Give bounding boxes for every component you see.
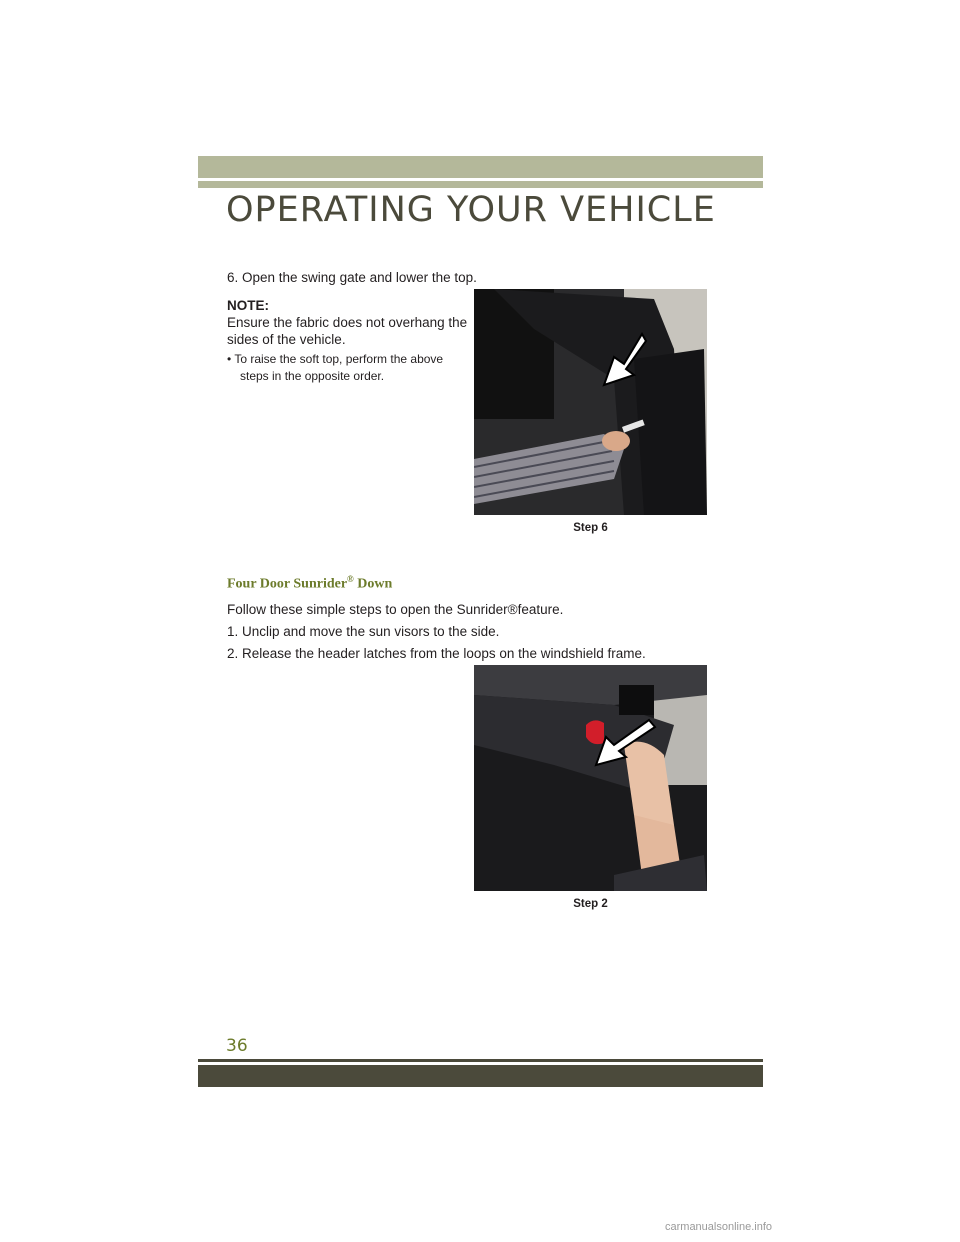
section-title: OPERATING YOUR VEHICLE <box>226 190 716 230</box>
step-2-photo <box>474 665 707 891</box>
bullet-line-2: steps in the opposite order. <box>240 369 385 383</box>
step-6-caption: Step 6 <box>573 522 608 534</box>
note-label: NOTE: <box>227 298 269 313</box>
page-number: 36 <box>226 1036 248 1056</box>
header-rule <box>198 181 763 188</box>
watermark: carmanualsonline.info <box>665 1221 773 1233</box>
note-text-line-2: sides of the vehicle. <box>227 332 346 347</box>
sunrider-intro: Follow these simple steps to open the Sunrider®feature. <box>227 602 564 617</box>
footer-rule <box>198 1059 763 1062</box>
note-text-line-1: Ensure the fabric does not overhang the <box>227 315 468 330</box>
step-2-caption: Step 2 <box>573 898 608 910</box>
step-6-photo <box>474 289 707 515</box>
bullet-line-1: • To raise the soft top, perform the above <box>227 352 444 366</box>
sunrider-step-2: 2. Release the header latches from the loops on the windshield frame. <box>227 646 646 661</box>
sunrider-heading-text: Four Door Sunrider <box>227 576 348 592</box>
sunrider-heading-suffix: Down <box>353 576 393 592</box>
step-6-instruction: 6. Open the swing gate and lower the top. <box>227 270 477 285</box>
registered-mark: ® <box>347 574 354 584</box>
sunrider-heading <box>227 574 392 593</box>
header-band <box>198 156 763 178</box>
footer-band <box>198 1065 763 1087</box>
sunrider-step-1: 1. Unclip and move the sun visors to the side. <box>227 624 500 639</box>
